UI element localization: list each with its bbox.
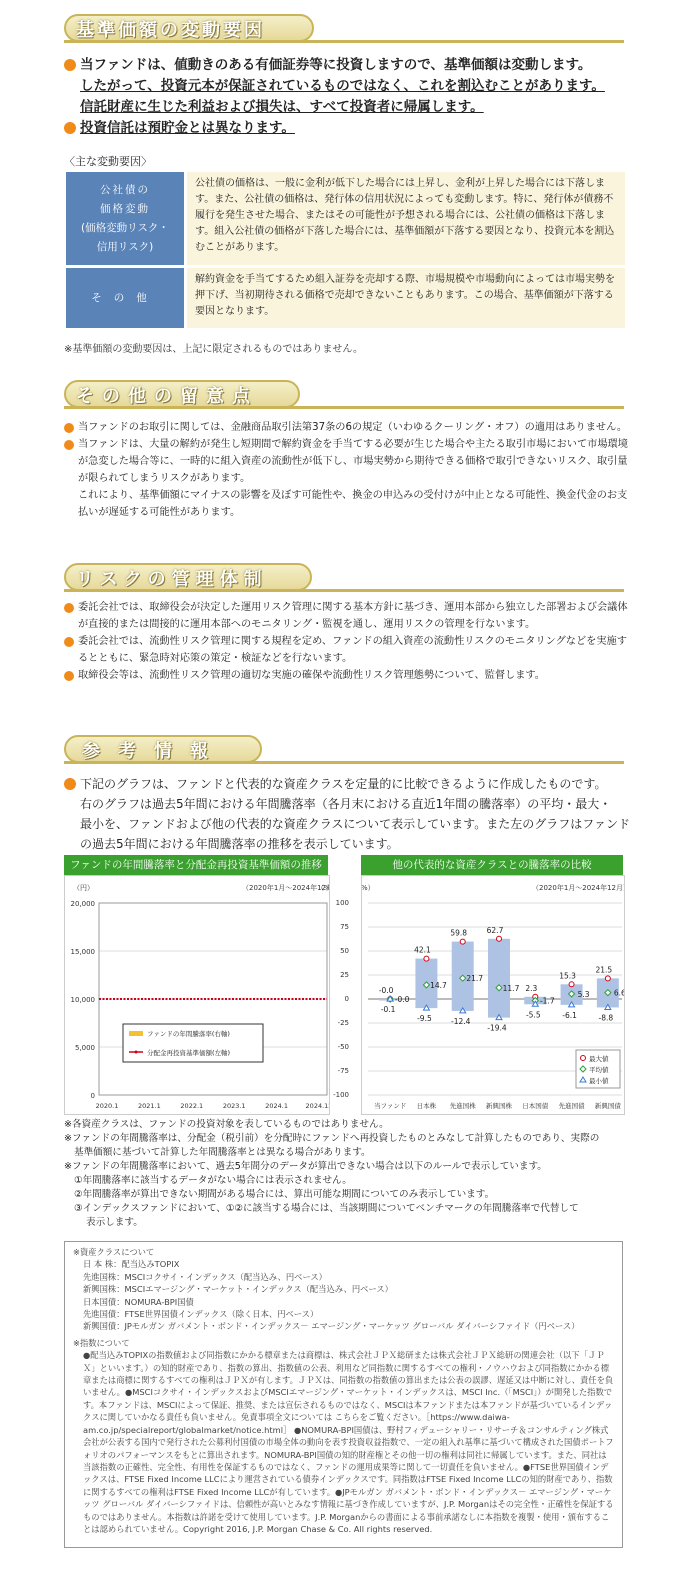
min-label: -19.4 bbox=[487, 1023, 507, 1033]
reference-box bbox=[64, 1241, 623, 1548]
chart-note: ※各資産クラスは、ファンドの投資対象を表しているものではありません。 bbox=[64, 1119, 389, 1130]
right-axis-tick-label: 100 bbox=[335, 899, 349, 907]
right-axis-tick-label: -50 bbox=[337, 1043, 349, 1051]
max-marker bbox=[460, 939, 465, 944]
axis-unit: %） bbox=[362, 884, 375, 892]
avg-label: 11.7 bbox=[502, 983, 520, 993]
legend-min-label: 最小値 bbox=[589, 1077, 609, 1085]
min-label: -6.1 bbox=[562, 1010, 577, 1020]
x-tick-label: 2021.1 bbox=[138, 1102, 161, 1110]
min-label: -9.5 bbox=[417, 1014, 432, 1024]
max-marker bbox=[424, 956, 429, 961]
bullet-icon bbox=[64, 637, 74, 647]
max-marker bbox=[569, 982, 574, 987]
risk-mgmt-para-1: 委託会社では、取締役会が決定した運用リスク管理に関する基本方針に基づき、運用本部から独立した部署および会議体が直接的または間接的に運用本部へのモニタリング・監視を通し、運用リスクの管理を行ないます。 bbox=[78, 602, 628, 630]
chart-note: ①年間騰落率に該当するデータがない場合には表示されません。 bbox=[74, 1175, 352, 1186]
ref-asset: 新興国株：MSCIエマージング・マーケット・インデックス（配当込み、円ベース） bbox=[83, 1284, 393, 1295]
legend-label-return: ファンドの年間騰落率(右軸) bbox=[147, 1030, 230, 1038]
bullet-icon bbox=[64, 603, 74, 613]
chart-note: 基準価額に基づいて計算した年間騰落率とは異なる場合があります。 bbox=[74, 1147, 371, 1158]
category-label: 先進国株 bbox=[449, 1102, 476, 1110]
chart-note: ③インデックスファンドにおいて、①②に該当する場合には、当該期間についてベンチマークの年間騰落率で代替して bbox=[74, 1203, 579, 1214]
ref-heading: ※資産クラスについて bbox=[73, 1247, 155, 1257]
risk-label-bond bbox=[66, 172, 184, 265]
intro-line-2: 右のグラフは過去5年間における年間騰落率（各月末における直近1年間の騰落率）の平均・最大・ bbox=[80, 797, 612, 811]
ref-asset: 日 本 株：配当込みTOPIX bbox=[83, 1259, 180, 1270]
ref-asset: 日本国債：NOMURA-BPI国債 bbox=[83, 1296, 194, 1307]
min-label: -12.4 bbox=[451, 1016, 471, 1026]
ref-asset: 先進国株：MSCIコクサイ・インデックス（配当込み、円ベース） bbox=[83, 1271, 327, 1282]
section-title: リスクの管理体制 bbox=[76, 569, 268, 590]
category-label: 日本国債 bbox=[522, 1102, 549, 1110]
risk-table bbox=[66, 172, 625, 331]
risk-label-line: 公社債の bbox=[100, 183, 150, 196]
legend-marker-nav bbox=[135, 1051, 138, 1054]
max-label: 21.5 bbox=[595, 965, 613, 975]
chart-period: （2020年1月～2024年12 bbox=[242, 884, 326, 892]
notes-para-3: これにより、基準価額にマイナスの影響を及ぼす可能性や、換金の申込みの受付けが中止となる可能性、換金代金のお支払いが遅延する可能性があります。 bbox=[78, 490, 628, 518]
left-chart-svg bbox=[65, 876, 329, 1114]
ref-heading: ※指数について bbox=[73, 1337, 130, 1348]
bullet-icon bbox=[64, 671, 74, 681]
max-label: -0.0 bbox=[378, 986, 394, 995]
notes-para-1: 当ファンドのお取引に関しては、金融商品取引法第37条の6の規定（いわゆるクーリング・オフ）の適用はありません。 bbox=[78, 422, 628, 433]
right-axis-tick-label: -25 bbox=[337, 1019, 349, 1027]
right-axis-tick-label: -100 bbox=[333, 1091, 349, 1099]
range-bar bbox=[488, 939, 510, 1018]
category-label: 先進国債 bbox=[558, 1102, 585, 1110]
risk-text-other: 解約資金を手当てするため組入証券を売却する際、市場規模や市場動向によっては市場実勢を押下げ、当初期待される価格で売却できないこともあります。この場合、基準価額が下落する要因となります。 bbox=[187, 268, 625, 328]
right-axis-tick-label: -75 bbox=[337, 1067, 349, 1075]
chart-notes bbox=[64, 1118, 634, 1230]
chart-note: ※ファンドの年間騰落率は、分配金（税引前）を分配時にファンドへ再投資したものとみなして計算したものであり、実際の bbox=[64, 1133, 600, 1144]
risk-row bbox=[66, 172, 625, 265]
risk-management-body bbox=[64, 599, 629, 684]
x-tick-label: 2024.1 bbox=[265, 1102, 288, 1110]
ref-asset: 先進国債：FTSE世界国債インデックス（除く日本、円ベース） bbox=[83, 1309, 319, 1320]
legend-max-icon bbox=[581, 1056, 586, 1061]
intro-line-3: 最小を、ファンドおよび他の代表的な資産クラスについて表示しています。また左のグラフはファンド bbox=[80, 817, 630, 831]
section-title: その他の留意点 bbox=[76, 386, 258, 407]
risk-mgmt-para-2: 委託会社では、流動性リスク管理に関する規程を定め、ファンドの組入資産の流動性リスクのモニタリングなどを実施するとともに、緊急時対応策の策定・検証などを行ないます。 bbox=[78, 636, 627, 664]
category-label: 日本株 bbox=[416, 1102, 437, 1110]
section-title: 基準価額の変動要因 bbox=[76, 20, 265, 41]
intro-line-1: 下記のグラフは、ファンドと代表的な資産クラスを定量的に比較できるように作成したものです。 bbox=[80, 777, 607, 791]
right-axis-tick-label: 0 bbox=[344, 995, 349, 1003]
min-label: -0.1 bbox=[380, 1005, 396, 1015]
right-axis-svg bbox=[331, 875, 361, 1113]
legend-label-nav: 分配金再投資基準価額(左軸) bbox=[147, 1049, 231, 1057]
avg-label: -0.0 bbox=[394, 995, 410, 1004]
x-tick-label: 2020.1 bbox=[95, 1102, 119, 1110]
notes-body bbox=[64, 419, 629, 521]
summary-line-1: 当ファンドは、値動きのある有価証券等に投資しますので、基準価額は変動します。 bbox=[80, 57, 592, 73]
table-caption: 〈主な変動要因〉 bbox=[64, 155, 152, 168]
avg-label: 21.7 bbox=[466, 974, 484, 984]
summary-line-3: 信託財産に生じた利益および損失は、すべて投資者に帰属します。 bbox=[80, 99, 484, 115]
ref-asset: 新興国債：JPモルガン ガバメント・ボンド・インデックス－ エマージング・マーケッツ グローバル ダイバーシファイド（円ベース） bbox=[83, 1321, 580, 1332]
reference-intro bbox=[64, 774, 634, 854]
left-chart-title: ファンドの年間騰落率と分配金再投資基準価額の推移 bbox=[64, 855, 328, 875]
right-chart bbox=[361, 875, 625, 1115]
risk-label-line: 価格変動 bbox=[100, 202, 150, 215]
chart-note: ※ファンドの年間騰落率において、過去5年間分のデータが算出できない場合は以下のルールで表示しています。 bbox=[64, 1161, 547, 1172]
legend-avg-label: 平均値 bbox=[589, 1066, 609, 1074]
y-tick-label: 0 bbox=[90, 1092, 95, 1100]
x-tick-label: 2022.1 bbox=[180, 1102, 204, 1110]
bullet-icon bbox=[64, 778, 76, 790]
section-title: 参考情報 bbox=[82, 741, 226, 762]
legend-swatch-return bbox=[129, 1031, 143, 1036]
min-label: -5.5 bbox=[525, 1010, 541, 1020]
risk-text-bond: 公社債の価格は、一般に金利が低下した場合には上昇し、金利が上昇した場合には下落します。また、公社債の価格は、発行体の信用状況によっても変動します。特に、発行体が債務不履行を発生させた場合、またはその可能性が予想される場合には、公社債の価格は下落します。組入公社債の価格が下落した場合には、基準価額が下落する要因となり、投資元本を割込むことがあります。 bbox=[187, 172, 625, 265]
right-axis-tick-label: 50 bbox=[340, 947, 349, 955]
bullet-icon bbox=[64, 440, 74, 450]
avg-label: -1.7 bbox=[539, 996, 555, 1006]
right-axis-tick-label: 75 bbox=[340, 923, 349, 931]
ref-index-body: ●配当込みTOPIXの指数値および同指数にかかる標章または商標は、株式会社ＪＰＸ総研または株式会社ＪＰＸ総研の関連会社（以下「ＪＰＸ」といいます。）の知的財産であり、指数の算出、指数値の公表、利用など同指数に関するすべての権利・ノウハウおよび同指数にかかる標章または商標に関するすべての権利はＪＰＸが有します。ＪＰＸは、同指数の指数値の算出または公表の誤謬、遅延又は中断に対し、責任を負いません。●MSCIコクサイ・インデックスおよびMSCIエマージング・マーケット・インデックスは、MSCI Inc.（「MSCI」）が開発した指数です。本ファンドは、MSCIによって保証、推奨、または宣伝されるものではなく、MSCIは本ファンドまたは本ファンドが基づいているインデックスに関していかなる責任も負いません。免責事項全文については こちらをご覧ください。［https://www.daiwa-am.co.jp/specialreport/globalmarket/notice.html］ ●NOMURA-BPI国債は、野村フィデューシャリー・リサーチ＆コンサルティング株式会社が公表する国内で発行された公募利付国債の市場全体の動向を表す投資収益指数で、一定の組入れ基準に基づいて構成された国債ポートフォリオのパフォーマンスをもとに算出されます。NOMURA-BPI国債の知的財産権とその他一切の権利は同社に帰属しています。また、同社は当該指数の正確性、完全性、有用性を保証するものではなく、ファンドの運用成果等に関して一切責任を負いません。●FTSE世界国債インデックスは、FTSE Fixed Income LLCにより運営されている債券インデックスです。同指数はFTSE Fixed Income LLCの知的財産であり、指数に関するすべての権利はFTSE Fixed Income LLCが有しています。●JPモルガン ガバメント・ボンド・インデックス－ エマージング・マーケッツ グローバル ダイバーシファイドは、信頼性が高いとみなす情報に基づき作成していますが、J.P. Morganはその完全性・正確性を保証するものではありません。本指数は許諾を受けて使用しています。J.P. Morganからの書面による事前承諾なしに本指数を複製・使用・頒布することは認められていません。Copyright 2016, J.P. Morgan Chase & Co. All rights reserved. bbox=[83, 1350, 614, 1534]
fluctuation-note: ※基準価額の変動要因は、上記に限定されるものではありません。 bbox=[64, 344, 363, 355]
right-axis-tick-label: 25 bbox=[340, 971, 349, 979]
right-chart-title: 他の代表的な資産クラスとの騰落率の比較 bbox=[361, 855, 623, 875]
risk-label-line: その他 bbox=[91, 291, 159, 304]
max-label: 59.8 bbox=[450, 928, 468, 938]
chart-note: 表示します。 bbox=[86, 1217, 143, 1228]
intro-line-4: の過去5年間における年間騰落率の推移を表示しています。 bbox=[80, 837, 399, 851]
fluctuation-summary bbox=[64, 55, 634, 139]
summary-line-2: したがって、投資元本が保証されているものではなく、これを割込むことがあります。 bbox=[80, 78, 605, 94]
avg-label: 14.7 bbox=[430, 980, 447, 990]
right-chart-svg bbox=[362, 876, 624, 1114]
summary-line-4: 投資信託は預貯金とは異なります。 bbox=[80, 120, 295, 136]
chart-note: ②年間騰落率が算出できない期間がある場合には、算出可能な期間についてのみ表示しています。 bbox=[74, 1189, 495, 1200]
max-label: 2.3 bbox=[525, 983, 538, 993]
max-label: 42.1 bbox=[414, 945, 431, 955]
risk-label-line: (価格変動リスク・ bbox=[81, 221, 169, 234]
risk-row bbox=[66, 268, 625, 328]
max-label: 62.7 bbox=[486, 925, 504, 935]
y-tick-label: 20,000 bbox=[70, 900, 95, 908]
y-tick-label: 5,000 bbox=[74, 1044, 95, 1052]
avg-label: 5.3 bbox=[577, 989, 590, 999]
bullet-icon bbox=[64, 59, 76, 71]
avg-label: 6.6 bbox=[613, 988, 624, 998]
y-tick-label: 10,000 bbox=[70, 996, 95, 1004]
x-tick-label: 2023.1 bbox=[222, 1102, 246, 1110]
risk-label-other bbox=[66, 268, 184, 328]
chart-period: （2020年1月～2024年12月） bbox=[532, 884, 624, 892]
left-axis-unit: （円） bbox=[73, 884, 94, 892]
risk-label-line: 信用リスク) bbox=[96, 240, 154, 253]
y-tick-label: 15,000 bbox=[70, 948, 95, 956]
x-tick-label: 2024.1 bbox=[305, 1102, 329, 1110]
risk-mgmt-para-3: 取締役会等は、流動性リスク管理の適切な実施の確保や流動性リスク管理態勢について、監督します。 bbox=[78, 670, 545, 681]
min-label: -8.8 bbox=[598, 1013, 614, 1023]
category-label: 新興国株 bbox=[486, 1102, 512, 1110]
bullet-icon bbox=[64, 423, 74, 433]
legend-max-label: 最大値 bbox=[589, 1055, 609, 1063]
right-axis-unit: （ bbox=[317, 884, 324, 892]
max-marker bbox=[605, 976, 610, 981]
notes-para-2: 当ファンドは、大量の解約が発生し短期間で解約資金を手当てする必要が生じた場合や主たる取引市場において市場環境が急変した場合等に、一時的に組入資産の流動性が低下し、市場実勢から期待できる価格で取引できないリスク、取引量が限られてしまうリスクがあります。 bbox=[78, 439, 628, 484]
bullet-icon bbox=[64, 122, 76, 134]
category-label: 新興国債 bbox=[594, 1102, 621, 1110]
max-label: 15.3 bbox=[559, 971, 576, 981]
max-marker bbox=[497, 936, 502, 941]
left-chart bbox=[64, 875, 330, 1115]
category-label: 当ファンド bbox=[373, 1102, 407, 1110]
